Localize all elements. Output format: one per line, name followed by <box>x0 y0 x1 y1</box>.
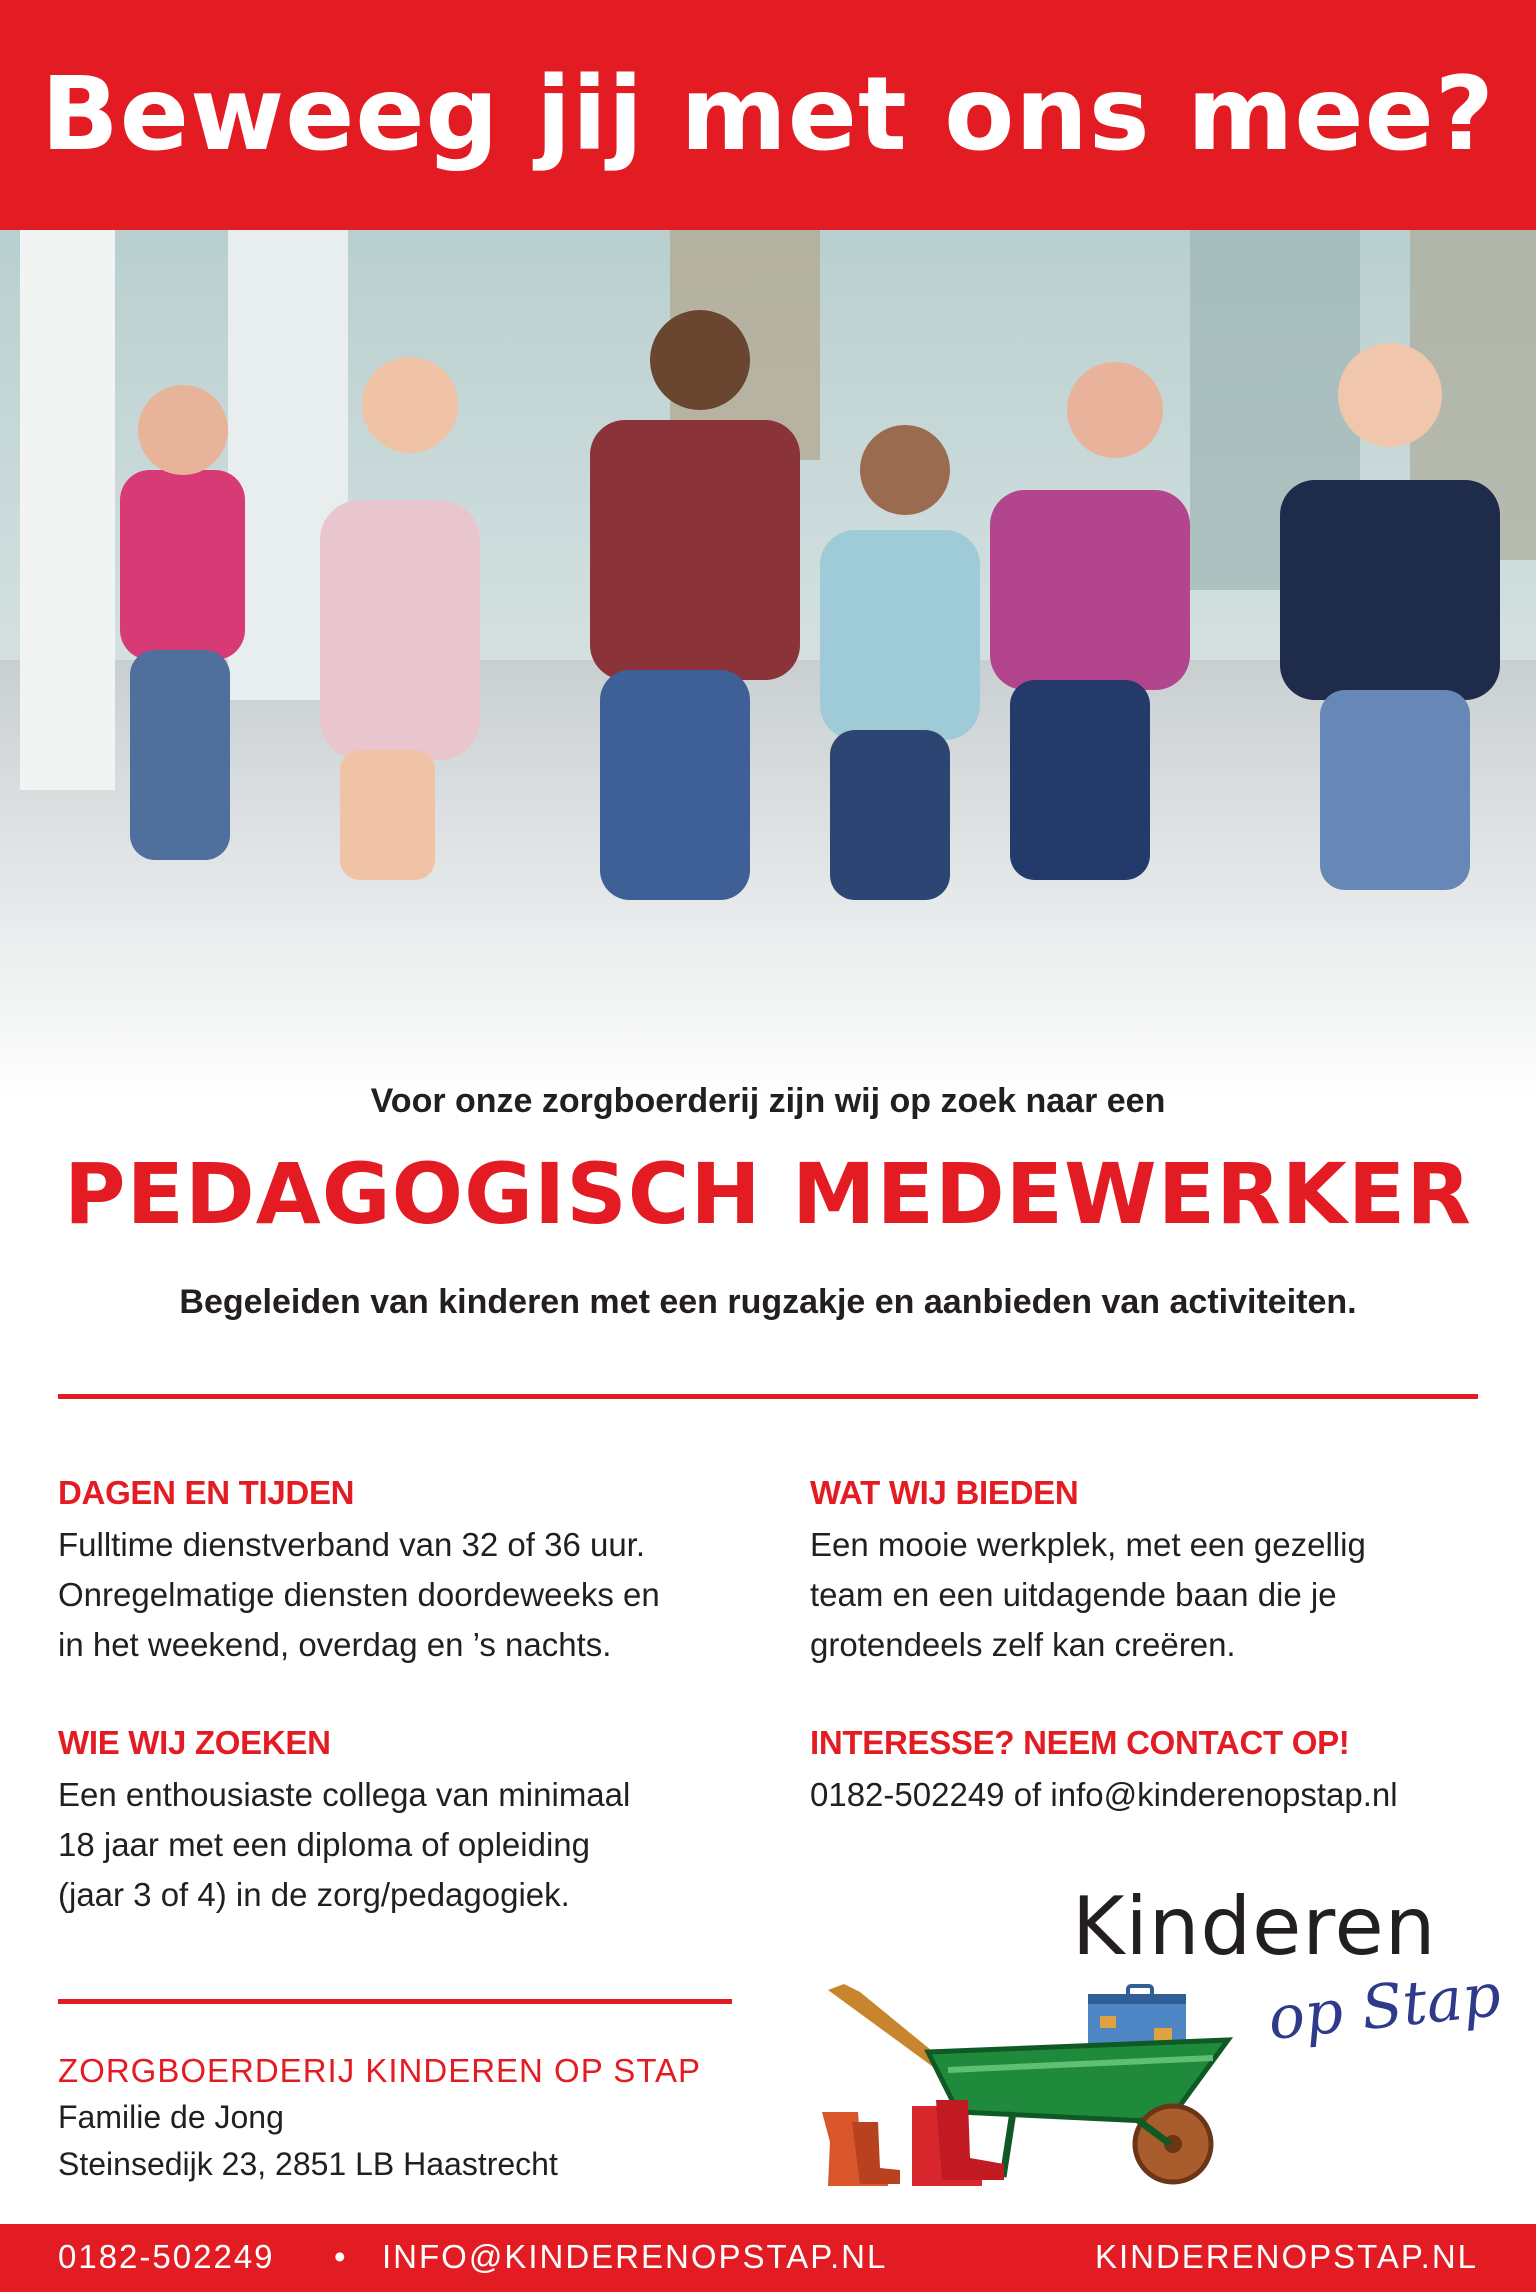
section-contact <box>810 1724 1490 1820</box>
section-line: (jaar 3 of 4) in de zorg/pedagogiek. <box>58 1876 570 1913</box>
header-banner <box>0 0 1536 230</box>
hero-photo <box>0 230 1536 1100</box>
section-line: 18 jaar met een diploma of opleiding <box>58 1826 591 1863</box>
section-heading: WAT WIJ BIEDEN <box>810 1474 1079 1511</box>
job-title: PEDAGOGISCH MEDEWERKER <box>64 1145 1472 1243</box>
section-days <box>58 1474 738 1670</box>
footer-phone[interactable]: 0182-502249 <box>58 2238 275 2275</box>
section-heading: DAGEN EN TIJDEN <box>58 1474 355 1511</box>
footer-bar <box>0 2224 1536 2292</box>
section-line: Fulltime dienstverband van 32 of 36 uur. <box>58 1526 646 1563</box>
footer-website[interactable]: KINDERENOPSTAP.NL <box>1094 2238 1478 2275</box>
wheelbarrow-boots-icon <box>808 1972 1278 2197</box>
contact-person: Familie de Jong <box>58 2099 284 2135</box>
section-line: team en een uitdagende baan die je <box>810 1576 1337 1613</box>
intro-lead: Voor onze zorgboerderij zijn wij op zoek naar een <box>370 1082 1166 1120</box>
divider-main <box>58 1394 1478 1399</box>
section-text <box>810 1520 1490 1670</box>
footer-email[interactable]: INFO@KINDERENOPSTAP.NL <box>382 2238 888 2275</box>
logo-word: Kinderen <box>1072 1880 1437 1973</box>
section-offer <box>810 1474 1490 1670</box>
section-line: grotendeels zelf kan creëren. <box>810 1626 1236 1663</box>
section-line: Onregelmatige diensten doordeweeks en <box>58 1576 660 1613</box>
address: Steinsedijk 23, 2851 LB Haastrecht <box>58 2146 558 2182</box>
section-line: in het weekend, overdag en ’s nachts. <box>58 1626 612 1663</box>
organization-name: ZORGBOERDERIJ KINDEREN OP STAP <box>58 2052 702 2089</box>
divider-small <box>58 1999 732 2004</box>
section-text <box>58 1520 738 1670</box>
section-line: Een mooie werkplek, met een gezellig <box>810 1526 1366 1563</box>
section-seeking <box>58 1724 738 1920</box>
logo-sub: op Stap <box>1264 1960 1505 2054</box>
headline: Beweeg jij met ons mee? <box>41 55 1495 174</box>
section-line: Een enthousiaste collega van minimaal <box>58 1776 631 1813</box>
organization-block <box>58 2052 701 2188</box>
section-text <box>58 1770 738 1920</box>
contact-line[interactable]: 0182-502249 of info@kinderenopstap.nl <box>810 1776 1398 1813</box>
section-text <box>810 1770 1490 1820</box>
job-tagline: Begeleiden van kinderen met een rugzakje en aanbieden van activiteiten. <box>179 1283 1357 1321</box>
section-heading: WIE WIJ ZOEKEN <box>58 1724 331 1761</box>
footer-separator: • <box>334 2238 348 2275</box>
section-heading: INTERESSE? NEEM CONTACT OP! <box>810 1724 1350 1761</box>
